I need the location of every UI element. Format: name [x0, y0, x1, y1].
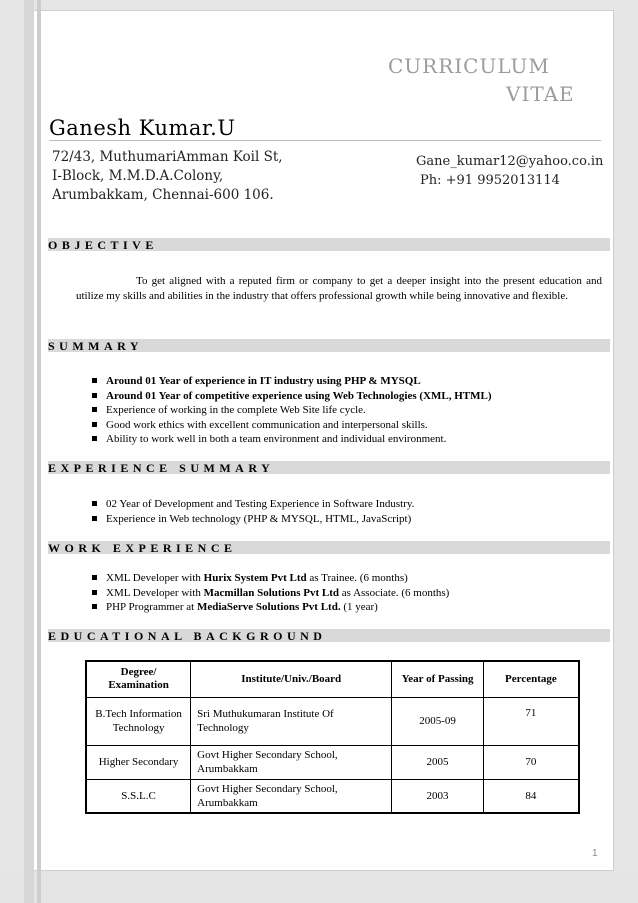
degree-cell: Higher Secondary: [86, 745, 191, 779]
column-header: Degree/ Examination: [86, 661, 191, 697]
list-item: 02 Year of Development and Testing Experience in Software Industry.: [92, 497, 414, 512]
list-item: Around 01 Year of competitive experience using Web Technologies (XML, HTML): [92, 389, 492, 404]
summary-list: [92, 374, 492, 447]
percentage-cell: 71: [483, 697, 579, 745]
cv-title-line1: CURRICULUM: [388, 54, 550, 78]
table-header-row: [86, 661, 579, 697]
company-name: Hurix System Pvt Ltd: [203, 572, 307, 584]
table-row: [86, 697, 579, 745]
address-block: [52, 148, 283, 205]
list-item: Experience of working in the complete Web Site life cycle.: [92, 403, 492, 418]
address-line: 72/43, MuthumariAmman Koil St,: [52, 149, 283, 165]
address-line: I-Block, M.M.D.A.Colony,: [52, 168, 224, 184]
institute-cell: Govt Higher Secondary School, Arumbakkam: [191, 779, 392, 813]
experience-summary-list: [92, 497, 414, 526]
objective-text: To get aligned with a reputed firm or company to get a deeper insight into the present education and utilize my skills and abilities in the industry that offers professional growth while being innovative and flexible.: [76, 275, 602, 302]
year-cell: 2005: [392, 745, 484, 779]
percentage-cell: 70: [483, 745, 579, 779]
section-heading-summary: SUMMARY: [48, 339, 610, 352]
section-heading-education: EDUCATIONAL BACKGROUND: [48, 629, 610, 642]
phone-text: Ph: +91 9952013114: [420, 173, 560, 188]
bullet-icon: [92, 604, 97, 609]
list-item: PHP Programmer at MediaServe Solutions Pvt Ltd. (1 year): [92, 600, 449, 615]
list-item: Experience in Web technology (PHP & MYSQL, HTML, JavaScript): [92, 512, 414, 527]
work-experience-list: [92, 571, 449, 615]
institute-cell: Sri Muthukumaran Institute Of Technology: [191, 697, 392, 745]
list-item: XML Developer with Hurix System Pvt Ltd as Trainee. (6 months): [92, 571, 449, 586]
table-row: [86, 779, 579, 813]
list-item: Good work ethics with excellent communication and interpersonal skills.: [92, 418, 492, 433]
objective-paragraph: [76, 274, 602, 304]
company-name: Macmillan Solutions Pvt Ltd: [203, 586, 340, 599]
table-row: [86, 745, 579, 779]
list-item: Around 01 Year of experience in IT industry using PHP & MYSQL: [92, 374, 492, 389]
percentage-cell: 84: [483, 779, 579, 813]
name-divider: [49, 140, 601, 141]
email-text: Gane_kumar12@yahoo.co.in: [416, 154, 604, 169]
bullet-icon: [92, 575, 97, 580]
candidate-name: Ganesh Kumar.U: [49, 116, 236, 140]
year-cell: 2005-09: [392, 697, 484, 745]
address-line: Arumbakkam, Chennai-600 106.: [52, 187, 274, 203]
column-header: Percentage: [483, 661, 579, 697]
bullet-icon: [92, 501, 97, 506]
cv-title-line2: VITAE: [506, 82, 575, 106]
section-heading-work-experience: WORK EXPERIENCE: [48, 541, 610, 554]
column-header: Institute/Univ./Board: [191, 661, 392, 697]
page-number: 1: [592, 848, 598, 859]
year-cell: 2003: [392, 779, 484, 813]
bullet-icon: [92, 590, 97, 595]
list-item: Ability to work well in both a team environment and individual environment.: [92, 432, 492, 447]
bullet-icon: [92, 393, 97, 398]
bullet-icon: [92, 516, 97, 521]
column-header: Year of Passing: [392, 661, 484, 697]
institute-cell: Govt Higher Secondary School, Arumbakkam: [191, 745, 392, 779]
bullet-icon: [92, 436, 97, 441]
section-heading-experience-summary: EXPERIENCE SUMMARY: [48, 461, 610, 474]
education-table: [85, 660, 580, 814]
section-heading-objective: OBJECTIVE: [48, 238, 610, 251]
list-item: XML Developer with Macmillan Solutions Pvt Ltd as Associate. (6 months): [92, 586, 449, 601]
company-name: MediaServe Solutions Pvt Ltd.: [196, 601, 341, 613]
bullet-icon: [92, 422, 97, 427]
bullet-icon: [92, 407, 97, 412]
degree-cell: B.Tech Information Technology: [86, 697, 191, 745]
contact-block: [416, 152, 603, 190]
degree-cell: S.S.L.C: [86, 779, 191, 813]
bullet-icon: [92, 378, 97, 383]
